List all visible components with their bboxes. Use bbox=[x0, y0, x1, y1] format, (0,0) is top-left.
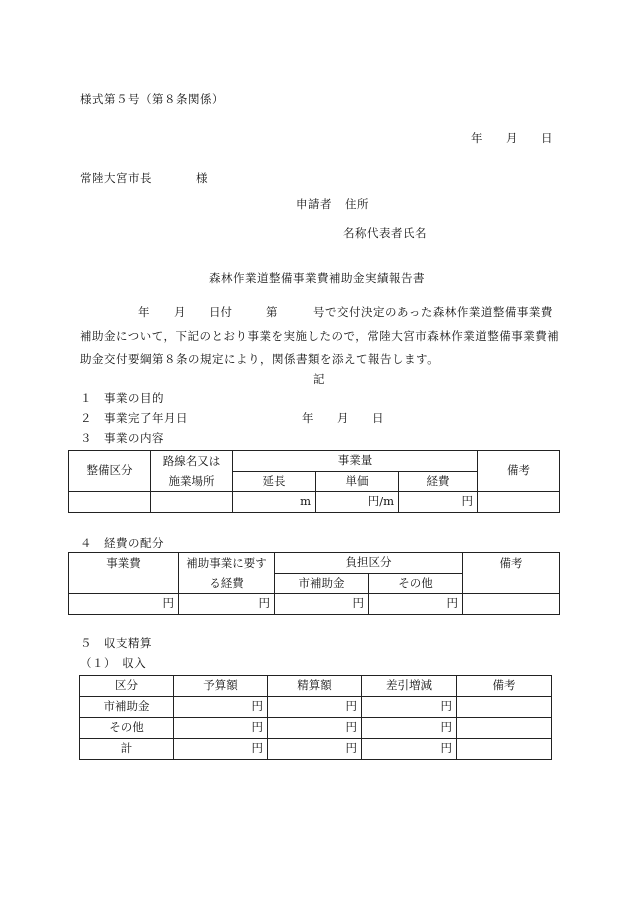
form-number: 様式第５号（第８条関係） bbox=[80, 92, 224, 106]
income-table bbox=[79, 675, 552, 760]
table2-required-header-line2: る経費 bbox=[209, 576, 244, 590]
table2-cost-header: 事業費 bbox=[69, 553, 179, 594]
cost-allocation-table bbox=[68, 552, 560, 615]
table3-settlement-cell: 円 bbox=[268, 718, 362, 739]
table2-cost-cell: 円 bbox=[69, 594, 179, 615]
table3-remarks-cell bbox=[457, 739, 552, 760]
table3-difference-cell: 円 bbox=[362, 739, 457, 760]
table3-row-label: 市補助金 bbox=[80, 697, 174, 718]
table3-row-label: その他 bbox=[80, 718, 174, 739]
date-year-label: 年 bbox=[471, 131, 483, 145]
table2-remarks-cell bbox=[463, 594, 560, 615]
intro-line2: 補助金について，下記のとおり事業を実施したので，常陸大宮市森林作業道整備事業費補 bbox=[80, 329, 560, 343]
table1-length-cell: m bbox=[233, 492, 316, 513]
table-row bbox=[80, 739, 552, 760]
ki-label: 記 bbox=[313, 372, 325, 386]
item-purpose: １ 事業の目的 bbox=[80, 391, 164, 405]
table3-row-label: 計 bbox=[80, 739, 174, 760]
item-settlement: ５ 収支精算 bbox=[80, 636, 152, 650]
table1-route-header-line1: 路線名又は bbox=[162, 454, 221, 468]
table1-length-header: 延長 bbox=[233, 472, 316, 492]
table1-unit-price-header: 単価 bbox=[316, 472, 399, 492]
table3-settlement-header: 精算額 bbox=[268, 676, 362, 697]
table1-volume-header: 事業量 bbox=[233, 451, 478, 472]
table2-other-header: その他 bbox=[369, 574, 463, 594]
table3-difference-header: 差引増減 bbox=[362, 676, 457, 697]
table1-cost-cell: 円 bbox=[399, 492, 478, 513]
table1-route-header-line2: 施業場所 bbox=[168, 474, 215, 488]
table2-city-header: 市補助金 bbox=[275, 574, 369, 594]
table3-difference-cell: 円 bbox=[362, 718, 457, 739]
applicant-name-label: 名称代表者氏名 bbox=[343, 226, 427, 240]
completion-year-label: 年 bbox=[302, 411, 314, 425]
table3-budget-cell: 円 bbox=[174, 718, 268, 739]
applicant-role: 申請者 bbox=[296, 197, 332, 211]
table3-remarks-header: 備考 bbox=[457, 676, 552, 697]
table3-settlement-cell: 円 bbox=[268, 697, 362, 718]
table1-remarks-cell bbox=[478, 492, 560, 513]
table3-budget-cell: 円 bbox=[174, 739, 268, 760]
intro-line1-rest: 号で交付決定のあった森林作業道整備事業費 bbox=[313, 305, 553, 319]
table3-difference-cell: 円 bbox=[362, 697, 457, 718]
table2-required-cell: 円 bbox=[179, 594, 275, 615]
table1-route-header bbox=[151, 451, 233, 492]
intro-year-label: 年 bbox=[138, 305, 150, 319]
table1-remarks-header: 備考 bbox=[478, 451, 560, 492]
item-cost-allocation: ４ 経費の配分 bbox=[80, 536, 164, 550]
table-row bbox=[80, 718, 552, 739]
table1-route-cell bbox=[151, 492, 233, 513]
table2-required-header-line1: 補助事業に要す bbox=[186, 556, 267, 570]
addressee-honorific: 様 bbox=[196, 171, 208, 185]
intro-month-label: 月 bbox=[174, 305, 186, 319]
date-day-label: 日 bbox=[541, 131, 553, 145]
table2-city-cell: 円 bbox=[275, 594, 369, 615]
completion-day-label: 日 bbox=[372, 411, 384, 425]
date-month-label: 月 bbox=[506, 131, 518, 145]
table3-remarks-cell bbox=[457, 718, 552, 739]
business-content-table bbox=[68, 450, 560, 513]
table2-remarks-header: 備考 bbox=[463, 553, 560, 594]
table1-category-header: 整備区分 bbox=[69, 451, 151, 492]
table2-required-header bbox=[179, 553, 275, 594]
table2-other-cell: 円 bbox=[369, 594, 463, 615]
completion-month-label: 月 bbox=[337, 411, 349, 425]
item-completion-date: ２ 事業完了年月日 bbox=[80, 411, 188, 425]
intro-line3: 助金交付要綱第８条の規定により，関係書類を添えて報告します。 bbox=[80, 352, 440, 366]
item-content: ３ 事業の内容 bbox=[80, 431, 164, 445]
table1-unit-price-cell: 円/m bbox=[316, 492, 399, 513]
item-income: （１） 収入 bbox=[80, 656, 147, 670]
intro-dated-label: 日付 bbox=[209, 305, 232, 319]
table3-budget-cell: 円 bbox=[174, 697, 268, 718]
table1-cost-header: 経費 bbox=[399, 472, 478, 492]
table3-budget-header: 予算額 bbox=[174, 676, 268, 697]
table2-burden-header: 負担区分 bbox=[275, 553, 463, 574]
applicant-address-label: 住所 bbox=[345, 197, 369, 211]
table3-remarks-cell bbox=[457, 697, 552, 718]
intro-dai-label: 第 bbox=[266, 305, 278, 319]
addressee-name: 常陸大宮市長 bbox=[80, 171, 152, 185]
table3-category-header: 区分 bbox=[80, 676, 174, 697]
table-row bbox=[80, 697, 552, 718]
document-title: 森林作業道整備事業費補助金実績報告書 bbox=[209, 271, 425, 285]
table1-category-cell bbox=[69, 492, 151, 513]
table3-settlement-cell: 円 bbox=[268, 739, 362, 760]
